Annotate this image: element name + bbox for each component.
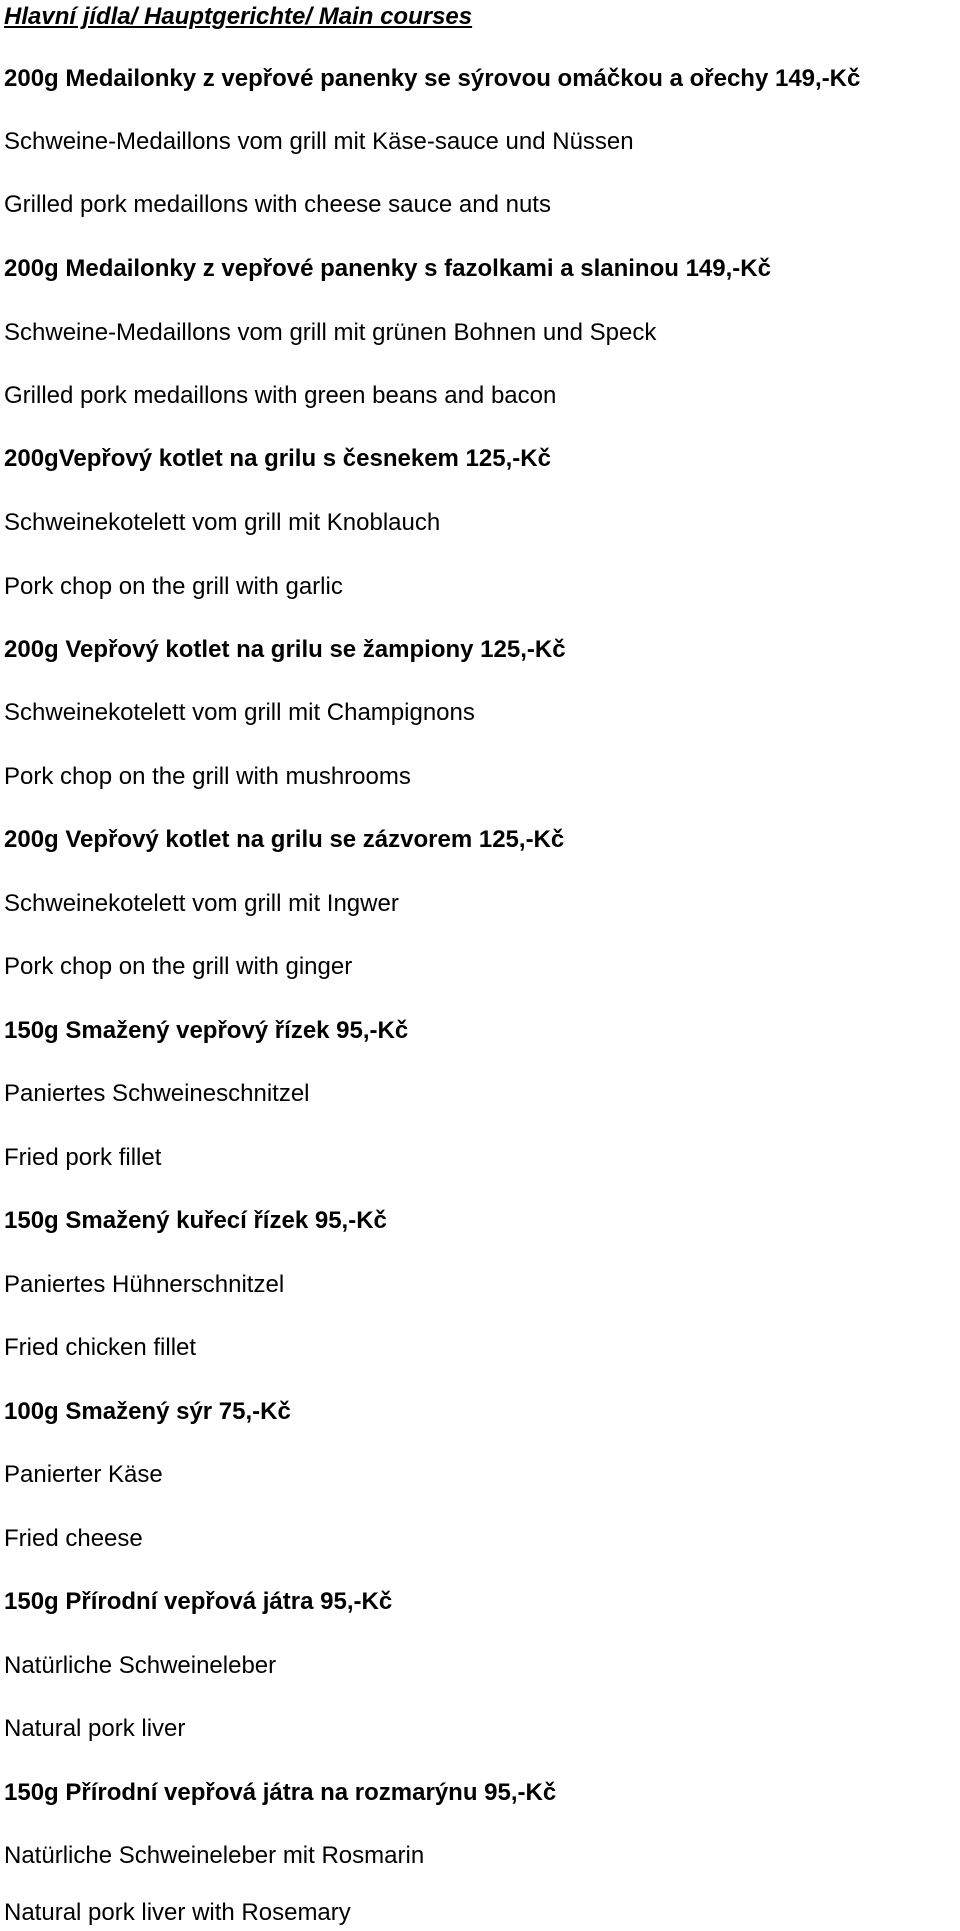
dish-english: Fried chicken fillet	[4, 1334, 197, 1361]
dish-title: 200g Medailonky z vepřové panenky se sýrovou omáčkou a ořechy 149,-Kč	[4, 65, 861, 92]
dish-english: Grilled pork medaillons with cheese sauce and nuts	[4, 191, 551, 218]
dish-german: Natürliche Schweineleber	[4, 1652, 277, 1679]
dish-title: 100g Smažený sýr 75,-Kč	[4, 1398, 291, 1425]
dish-title: 150g Přírodní vepřová játra na rozmarýnu 95,-Kč	[4, 1779, 557, 1806]
dish-title: 200g Vepřový kotlet na grilu se žampiony 125,-Kč	[4, 636, 566, 663]
dish-english: Fried pork fillet	[4, 1144, 162, 1171]
dish-english: Pork chop on the grill with garlic	[4, 573, 343, 600]
dish-title: 150g Smažený vepřový řízek 95,-Kč	[4, 1017, 409, 1044]
dish-german: Schweinekotelett vom grill mit Knoblauch	[4, 509, 441, 536]
menu-heading: Hlavní jídla/ Hauptgerichte/ Main courses	[4, 3, 473, 30]
dish-title: 200gVepřový kotlet na grilu s česnekem 125,-Kč	[4, 445, 551, 472]
dish-german: Schweinekotelett vom grill mit Champignons	[4, 699, 475, 726]
dish-german: Paniertes Hühnerschnitzel	[4, 1271, 285, 1298]
dish-title: 150g Smažený kuřecí řízek 95,-Kč	[4, 1207, 387, 1234]
dish-german: Natürliche Schweineleber mit Rosmarin	[4, 1842, 425, 1869]
dish-english: Natural pork liver with Rosemary	[4, 1899, 351, 1926]
dish-english: Pork chop on the grill with ginger	[4, 953, 353, 980]
dish-english: Grilled pork medaillons with green beans and bacon	[4, 382, 557, 409]
dish-title: 150g Přírodní vepřová játra 95,-Kč	[4, 1588, 393, 1615]
dish-english: Pork chop on the grill with mushrooms	[4, 763, 411, 790]
dish-english: Fried cheese	[4, 1525, 143, 1552]
dish-title: 200g Vepřový kotlet na grilu se zázvorem 125,-Kč	[4, 826, 565, 853]
dish-german: Schweinekotelett vom grill mit Ingwer	[4, 890, 399, 917]
dish-german: Panierter Käse	[4, 1461, 163, 1488]
dish-german: Paniertes Schweineschnitzel	[4, 1080, 310, 1107]
dish-german: Schweine-Medaillons vom grill mit Käse-sauce und Nüssen	[4, 128, 634, 155]
dish-english: Natural pork liver	[4, 1715, 186, 1742]
dish-title: 200g Medailonky z vepřové panenky s fazolkami a slaninou 149,-Kč	[4, 255, 771, 282]
dish-german: Schweine-Medaillons vom grill mit grünen Bohnen und Speck	[4, 319, 657, 346]
